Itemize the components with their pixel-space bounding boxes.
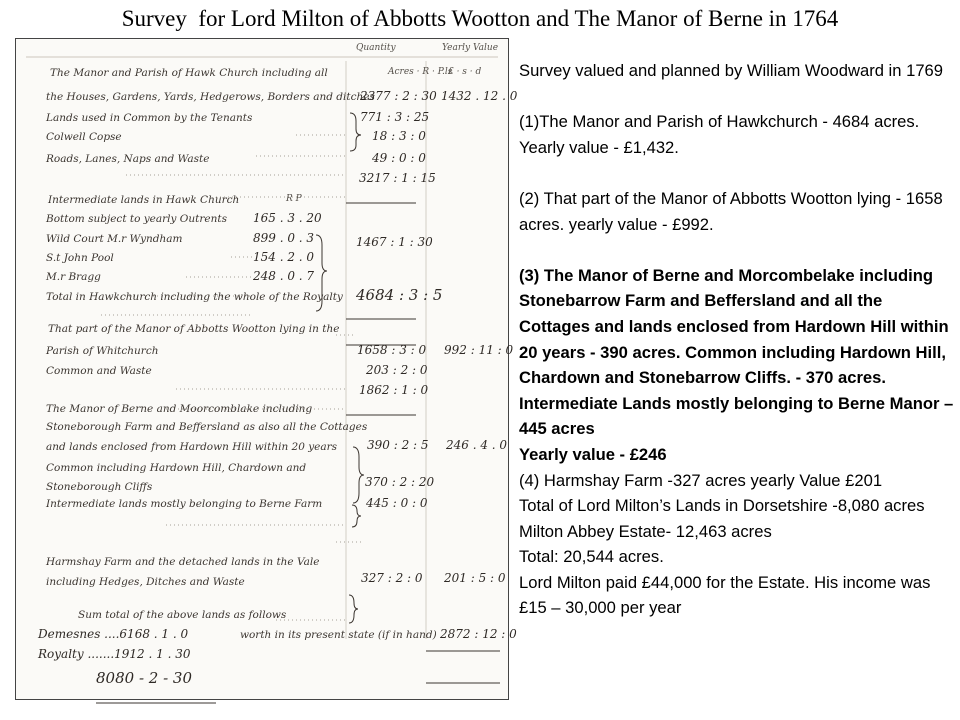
manuscript-line: 899 . 0 . 3: [253, 231, 315, 245]
manuscript-line: Parish of Whitchurch: [46, 345, 159, 357]
manuscript-line: The Manor of Berne and Moorcomblake including: [46, 403, 313, 415]
note-paragraph: (3) The Manor of Berne and Morcombelake including Stonebarrow Farm and Beffersland and all the Cottages and lands enclosed from Hardown Hill within 20 years - 390 acres. Common including Hardown Hill, Chardown and Stonebarrow Cliffs. - 370 acres. Intermediate Lands mostly belonging to Berne Manor – 445 acres: [519, 265, 954, 439]
note-paragraph: Total of Lord Milton’s Lands in Dorsetshire -8,080 acres: [519, 496, 925, 516]
manuscript-line: 154 . 2 . 0: [253, 250, 315, 264]
manuscript-line: 8080 - 2 - 30: [96, 669, 193, 687]
manuscript-line: worth in its present state (if in hand): [240, 629, 437, 641]
note-paragraph: Lord Milton paid £44,000 for the Estate. His income was £15 – 30,000 per year: [519, 572, 931, 618]
manuscript-line: Intermediate lands mostly belonging to Berne Farm: [46, 498, 323, 510]
manuscript-line: 246 . 4 . 0: [446, 438, 508, 452]
manuscript-line: including Hedges, Ditches and Waste: [46, 576, 245, 588]
manuscript-line: 4684 : 3 : 5: [356, 286, 443, 304]
manuscript-line: 1467 : 1 : 30: [356, 235, 433, 249]
manuscript-line: M.r Bragg: [46, 271, 101, 283]
manuscript-line: Common including Hardown Hill, Chardown and: [46, 462, 307, 474]
manuscript-line: S.t John Pool: [46, 252, 114, 264]
manuscript-line: That part of the Manor of Abbotts Wootton lying in the: [48, 323, 340, 335]
note-paragraph: (4) Harmshay Farm -327 acres yearly Value £201: [519, 470, 883, 490]
manuscript-line: 1862 : 1 : 0: [359, 383, 429, 397]
manuscript-line: Bottom subject to yearly Outrents: [46, 213, 227, 225]
manuscript-line: and lands enclosed from Hardown Hill within 20 years: [46, 441, 338, 453]
paragraph-spacer: [519, 237, 955, 263]
manuscript-line: 49 : 0 : 0: [372, 151, 426, 165]
manuscript-line: 771 : 3 : 25: [360, 110, 430, 124]
manuscript-line: 1432 . 12 . 0: [441, 89, 518, 103]
paragraph-spacer: [519, 84, 955, 110]
manuscript-line: 390 : 2 : 5: [367, 438, 429, 452]
manuscript-line: 201 : 5 : 0: [444, 571, 506, 585]
manuscript-line: R P: [286, 194, 302, 204]
survey-notes: [519, 58, 955, 621]
note-paragraph: Yearly value - £246: [519, 444, 667, 464]
manuscript-line: Intermediate lands in Hawk Church: [48, 194, 240, 206]
manuscript-line: £ · s · d: [448, 67, 482, 77]
manuscript-line: Stoneborough Cliffs: [46, 481, 153, 493]
note-paragraph: Milton Abbey Estate- 12,463 acres: [519, 521, 772, 541]
manuscript-line: Royalty .......1912 . 1 . 30: [38, 647, 191, 661]
manuscript-line: Colwell Copse: [46, 131, 122, 143]
manuscript-line: 445 : 0 : 0: [366, 496, 428, 510]
manuscript-line: Total in Hawkchurch including the whole of the Royalty: [46, 291, 343, 303]
manuscript-line: 3217 : 1 : 15: [359, 171, 436, 185]
manuscript-line: Acres · R · P.ls: [388, 67, 453, 77]
manuscript-line: Common and Waste: [46, 365, 152, 377]
manuscript-line: the Houses, Gardens, Yards, Hedgerows, Borders and ditches: [46, 91, 375, 103]
yearly-value-column-header: Yearly Value: [442, 43, 499, 53]
manuscript-line: Demesnes ....6168 . 1 . 0: [38, 627, 189, 641]
manuscript-line: Roads, Lanes, Naps and Waste: [46, 153, 210, 165]
slide-title: Survey for Lord Milton of Abbotts Wootton and The Manor of Berne in 1764: [121, 6, 839, 31]
manuscript-line: Sum total of the above lands as follows: [78, 609, 287, 621]
note-paragraph: Survey valued and planned by William Woodward in 1769: [519, 61, 943, 80]
manuscript-line: 1658 : 3 : 0: [357, 343, 427, 357]
manuscript-line: 165 . 3 . 20: [253, 211, 322, 225]
manuscript-line: 992 : 11 : 0: [444, 343, 514, 357]
paragraph-spacer: [519, 160, 955, 186]
quantity-column-header: Quantity: [356, 43, 396, 53]
manuscript-line: 2377 : 2 : 30: [360, 89, 437, 103]
manuscript-line: The Manor and Parish of Hawk Church including all: [50, 67, 328, 79]
note-paragraph: Total: 20,544 acres.: [519, 547, 664, 567]
manuscript-line: Stoneborough Farm and Beffersland as also all the Cottages: [46, 421, 368, 433]
manuscript-line: Lands used in Common by the Tenants: [46, 112, 253, 124]
manuscript-line: Wild Court M.r Wyndham: [46, 233, 183, 245]
manuscript-line: Harmshay Farm and the detached lands in the Vale: [46, 556, 320, 568]
manuscript-line: 248 . 0 . 7: [253, 269, 315, 283]
note-paragraph: (1)The Manor and Parish of Hawkchurch - 4684 acres. Yearly value - £1,432.: [519, 112, 920, 157]
manuscript-line: 327 : 2 : 0: [361, 571, 423, 585]
manuscript-line: 370 : 2 : 20: [365, 475, 435, 489]
note-paragraph: (2) That part of the Manor of Abbotts Wootton lying - 1658 acres. yearly value - £992.: [519, 188, 943, 234]
manuscript-line: 2872 : 12 : 0: [440, 627, 517, 641]
manuscript-line: 203 : 2 : 0: [366, 363, 428, 377]
manuscript-survey-image: [15, 38, 518, 700]
manuscript-line: 18 : 3 : 0: [372, 129, 426, 143]
